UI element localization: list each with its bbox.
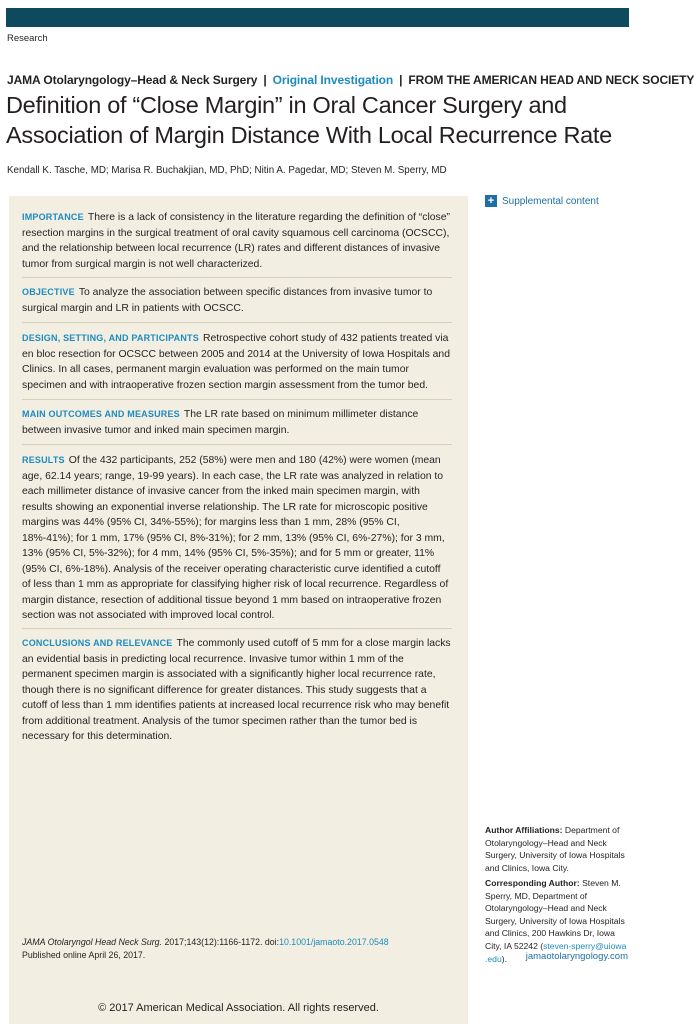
outcomes-text: The LR rate based on minimum millimeter distance between invasive tumor and inked main specimen margin. xyxy=(22,409,419,436)
citation-details: 2017;143(12):1166-1172. doi: xyxy=(164,937,280,947)
results-heading: RESULTS xyxy=(22,455,65,465)
separator: | xyxy=(399,73,403,87)
abstract-outcomes xyxy=(22,407,452,438)
corresponding-heading: Corresponding Author: xyxy=(485,878,580,888)
plus-icon: + xyxy=(485,195,497,207)
author-affiliations xyxy=(485,824,630,874)
objective-text: To analyze the association between specific distances from invasive tumor to surgical margin and LR in patients with OCSCC. xyxy=(22,287,433,314)
separator: | xyxy=(263,73,267,87)
section-divider xyxy=(22,399,452,400)
top-banner xyxy=(6,8,629,27)
abstract-results xyxy=(22,453,452,624)
section-divider xyxy=(22,277,452,278)
section-divider xyxy=(22,444,452,445)
importance-heading: IMPORTANCE xyxy=(22,212,84,222)
supplemental-content-link[interactable] xyxy=(485,195,599,207)
affiliations-heading: Author Affiliations: xyxy=(485,825,563,835)
author-list: Kendall K. Tasche, MD; Marisa R. Buchakjian, MD, PhD; Nitin A. Pagedar, MD; Steven M. Sperry, MD xyxy=(7,165,447,176)
supplemental-label: Supplemental content xyxy=(502,195,599,207)
copyright-notice: © 2017 American Medical Association. All rights reserved. xyxy=(98,1002,379,1014)
journal-site-link[interactable]: jamaotolaryngology.com xyxy=(525,951,628,962)
importance-text: There is a lack of consistency in the literature regarding the definition of “close” resection margins in the surgical treatment of oral cavity squamous cell carcinoma (OCSCC), and the relationship between local recurrence (LR) rates and different distances of invasive tumor from surgical margin is not well characterized. xyxy=(22,212,450,270)
corresponding-end: ). xyxy=(501,953,507,964)
journal-name: JAMA Otolaryngology–Head & Neck Surgery xyxy=(7,73,258,87)
article-type[interactable]: Original Investigation xyxy=(272,73,394,87)
section-divider xyxy=(22,628,452,629)
email-link-part1[interactable]: steven-sperry@uiowa xyxy=(543,940,627,951)
citation-block xyxy=(22,936,462,961)
conclusions-text: The commonly used cutoff of 5 mm for a close margin lacks an evidential basis in predicting local recurrence. Invasive tumor within 1 mm of the permanent specimen margin is associated with a significantly higher local recurrence rate, though there is no significant difference for greater distances. This study suggests that a cutoff of less than 1 mm identifies patients at increased local recurrence risk who may benefit from additional treatment. Analysis of the tumor specimen rather than the tumor bed is necessary for this determination. xyxy=(22,638,451,742)
abstract-objective xyxy=(22,285,452,316)
society-label: FROM THE AMERICAN HEAD AND NECK SOCIETY xyxy=(408,73,694,87)
citation-line xyxy=(22,936,462,949)
published-date: Published online April 26, 2017. xyxy=(22,949,146,960)
outcomes-heading: MAIN OUTCOMES AND MEASURES xyxy=(22,409,180,419)
abstract-design xyxy=(22,331,452,393)
doi-link[interactable]: 10.1001/jamaoto.2017.0548 xyxy=(279,937,389,947)
abstract-conclusions xyxy=(22,636,452,745)
abstract-panel xyxy=(9,196,468,1024)
design-text: Retrospective cohort study of 432 patients treated via en bloc resection for OCSCC between 2005 and 2014 at the University of Iowa Hospitals and Clinics. In all cases, permanent margin evaluation was performed on the main tumor specimen and with intraoperative frozen section margin assessment from the tumor bed. xyxy=(22,333,450,391)
affiliations-text: Department of Otolaryngology–Head and Neck Surgery, University of Iowa Hospitals and Clinics, Iowa City. xyxy=(485,825,625,873)
abstract-importance xyxy=(22,210,452,272)
results-text: Of the 432 participants, 252 (58%) were men and 180 (42%) were women (mean age, 62.14 years; range, 19-99 years). In each case, the LR rate was analyzed in relation to each millimeter distance of invasive cancer from the inked main specimen margin, with results showing an exponential inverse relationship. The LR rate for microscopic positive margins was 44% (95% CI, 34%-55%); for margins less than 1 mm, 28% (95% CI, 18%-41%); for 1 mm, 17% (95% CI, 8%-31%); for 2 mm, 13% (95% CI, 6%-27%); for 3 mm, 13% (95% CI, 5%-32%); for 4 mm, 14% (95% CI, 5%-35%); and for 5 mm or greater, 11% (95% CI, 6%-18%). Analysis of the receiver operating characteristic curve identified a cutoff of less than 1 mm as appropriate for classifying higher risk of local recurrence. Regardless of margin distance, resection of additional tissue beyond 1 mm based on intraoperative frozen section was not associated with improved local control. xyxy=(22,455,449,621)
journal-abbrev: JAMA Otolaryngol Head Neck Surg. xyxy=(22,937,162,947)
article-title: Definition of “Close Margin” in Oral Cancer Surgery and Association of Margin Distance With Local Recurrence Rate xyxy=(6,92,612,148)
conclusions-heading: CONCLUSIONS AND RELEVANCE xyxy=(22,638,173,648)
corresponding-text: Steven M. Sperry, MD, Department of Otolaryngology–Head and Neck Surgery, University of Iowa Hospitals and Clinics, 200 Hawkins Dr, Iowa City, IA 52242 ( xyxy=(485,878,625,951)
journal-header xyxy=(7,73,694,87)
section-divider xyxy=(22,322,452,323)
email-link-part2[interactable]: .edu xyxy=(485,953,502,964)
design-heading: DESIGN, SETTING, AND PARTICIPANTS xyxy=(22,333,199,343)
section-label: Research xyxy=(7,33,48,44)
objective-heading: OBJECTIVE xyxy=(22,287,75,297)
